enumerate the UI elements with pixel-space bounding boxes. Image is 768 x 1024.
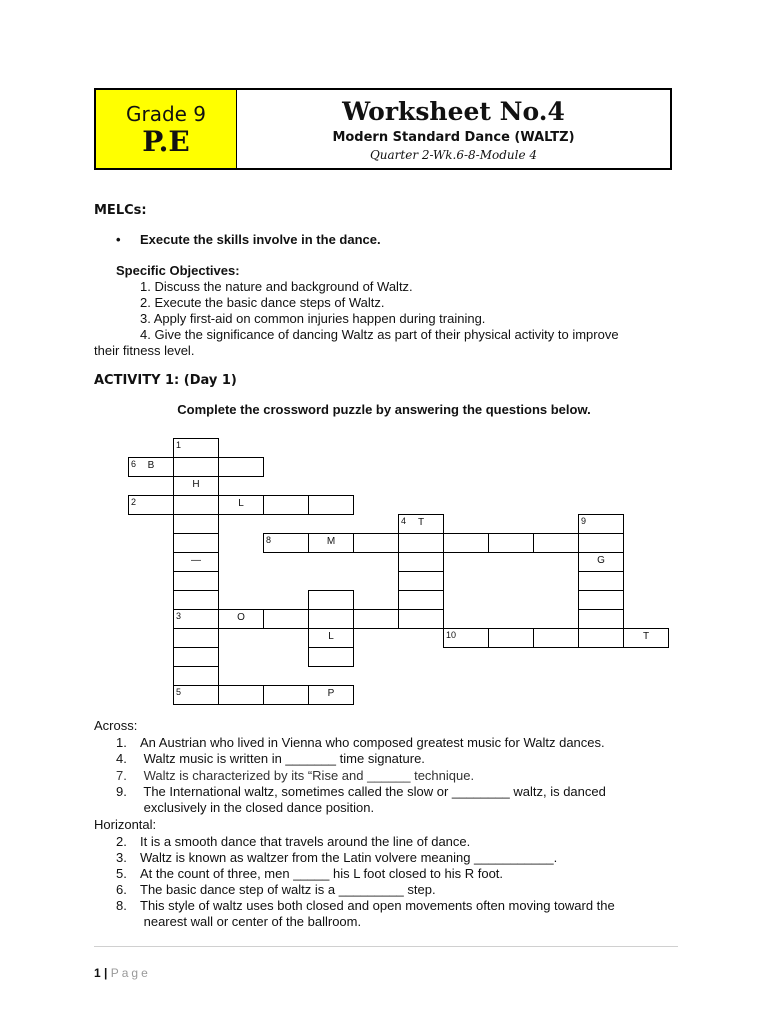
horizontal-heading: Horizontal: xyxy=(94,817,157,832)
crossword-cell[interactable] xyxy=(218,495,264,515)
activity-heading: ACTIVITY 1: (Day 1) xyxy=(94,373,237,388)
crossword-cell[interactable] xyxy=(218,685,264,705)
subject-label: P.E xyxy=(142,125,190,158)
objective-3: 3. Apply first-aid on common injuries happen during training. xyxy=(140,311,486,326)
crossword-clue-number: 1 xyxy=(176,440,182,450)
melcs-heading: MELCs: xyxy=(94,203,147,218)
crossword-cell[interactable] xyxy=(623,628,669,648)
horizontal-clue: 6. The basic dance step of waltz is a _________ step. xyxy=(116,882,436,897)
crossword-cell[interactable] xyxy=(308,647,354,667)
across-clue: 4. Waltz music is written in _______ time signature. xyxy=(116,751,425,766)
crossword-letter: G xyxy=(597,555,605,566)
crossword-cell[interactable] xyxy=(398,552,444,572)
bullet-icon: • xyxy=(116,232,121,247)
across-clue: 7. Waltz is characterized by its “Rise and ______ technique. xyxy=(116,768,475,783)
crossword-cell[interactable] xyxy=(578,571,624,591)
across-clue: 1. An Austrian who lived in Vienna who composed greatest music for Waltz dances. xyxy=(116,735,605,750)
crossword-clue-number: 4 xyxy=(401,516,407,526)
crossword-cell[interactable] xyxy=(173,457,219,477)
activity-instruction: Complete the crossword puzzle by answering the questions below. xyxy=(177,402,591,417)
crossword-cell[interactable] xyxy=(488,533,534,553)
crossword-letter: P xyxy=(327,688,335,699)
crossword-cell[interactable] xyxy=(398,571,444,591)
crossword-clue-number: 5 xyxy=(176,687,182,697)
crossword-cell[interactable] xyxy=(173,476,219,496)
across-clue-continued: exclusively in the closed dance position. xyxy=(140,800,375,815)
across-heading: Across: xyxy=(94,718,138,733)
crossword-cell[interactable] xyxy=(398,590,444,610)
crossword-cell[interactable] xyxy=(308,628,354,648)
crossword-cell[interactable] xyxy=(173,514,219,534)
crossword-cell[interactable] xyxy=(578,628,624,648)
crossword-cell[interactable] xyxy=(263,609,309,629)
crossword-cell[interactable] xyxy=(173,438,219,458)
crossword-cell[interactable] xyxy=(173,590,219,610)
crossword-cell[interactable] xyxy=(578,609,624,629)
crossword-cell[interactable] xyxy=(398,514,444,534)
crossword-cell[interactable] xyxy=(173,628,219,648)
crossword-cell[interactable] xyxy=(443,533,489,553)
footer-divider xyxy=(94,946,678,947)
specific-objectives-heading: Specific Objectives: xyxy=(116,263,240,278)
crossword-cell[interactable] xyxy=(533,628,579,648)
crossword-cell[interactable] xyxy=(353,533,399,553)
crossword-cell[interactable] xyxy=(218,457,264,477)
objective-2: 2. Execute the basic dance steps of Waltz. xyxy=(140,295,385,310)
crossword-cell[interactable] xyxy=(128,457,174,477)
crossword-cell[interactable] xyxy=(308,609,354,629)
horizontal-clue-continued: nearest wall or center of the ballroom. xyxy=(140,914,362,929)
crossword-cell[interactable] xyxy=(578,514,624,534)
crossword-letter: — xyxy=(191,555,201,566)
crossword-letter: T xyxy=(642,631,650,642)
crossword-letter: L xyxy=(328,631,334,642)
horizontal-clue: 3. Waltz is known as waltzer from the Latin volvere meaning ___________. xyxy=(116,850,558,865)
horizontal-clue: 8. This style of waltz uses both closed and open movements often moving toward the xyxy=(116,898,615,913)
crossword-clue-number: 6 xyxy=(131,459,137,469)
across-clue: 9. The International waltz, sometimes called the slow or ________ waltz, is danced xyxy=(116,784,606,799)
crossword-cell[interactable] xyxy=(173,666,219,686)
crossword-clue-number: 8 xyxy=(266,535,272,545)
crossword-cell[interactable] xyxy=(308,533,354,553)
crossword-cell[interactable] xyxy=(353,609,399,629)
crossword-cell[interactable] xyxy=(398,609,444,629)
crossword-cell[interactable] xyxy=(173,571,219,591)
objective-1: 1. Discuss the nature and background of Waltz. xyxy=(140,279,413,294)
crossword-cell[interactable] xyxy=(488,628,534,648)
horizontal-clue: 5. At the count of three, men _____ his L foot closed to his R foot. xyxy=(116,866,504,881)
crossword-cell[interactable] xyxy=(218,609,264,629)
page-word: Page xyxy=(110,966,151,980)
objective-4: 4. Give the significance of dancing Waltz as part of their physical activity to improve xyxy=(140,327,619,342)
crossword-letter: O xyxy=(237,612,245,623)
crossword-cell[interactable] xyxy=(308,495,354,515)
crossword-cell[interactable] xyxy=(173,533,219,553)
crossword-cell[interactable] xyxy=(578,552,624,572)
worksheet-subtitle: Modern Standard Dance (WALTZ) xyxy=(332,129,575,145)
crossword-cell[interactable] xyxy=(173,647,219,667)
crossword-letter: L xyxy=(238,498,244,509)
crossword-cell[interactable] xyxy=(578,590,624,610)
crossword-letter: B xyxy=(147,460,155,471)
crossword-cell[interactable] xyxy=(533,533,579,553)
crossword-cell[interactable] xyxy=(173,609,219,629)
title-panel xyxy=(237,90,670,168)
crossword-letter: M xyxy=(326,536,336,547)
page-number: 1 xyxy=(94,966,101,980)
crossword-cell[interactable] xyxy=(398,533,444,553)
crossword-cell[interactable] xyxy=(263,685,309,705)
crossword-clue-number: 3 xyxy=(176,611,182,621)
grade-panel xyxy=(96,90,237,168)
crossword-clue-number: 2 xyxy=(131,497,137,507)
crossword-cell[interactable] xyxy=(443,628,489,648)
page-separator: | xyxy=(104,966,108,980)
melcs-bullet-text: Execute the skills involve in the dance. xyxy=(140,232,381,247)
crossword-cell[interactable] xyxy=(263,495,309,515)
crossword-cell[interactable] xyxy=(173,495,219,515)
horizontal-clue: 2. It is a smooth dance that travels around the line of dance. xyxy=(116,834,471,849)
crossword-clue-number: 9 xyxy=(581,516,587,526)
crossword-clue-number: 10 xyxy=(446,630,457,640)
crossword-cell[interactable] xyxy=(173,685,219,705)
crossword-cell[interactable] xyxy=(308,590,354,610)
worksheet-header xyxy=(94,88,672,170)
worksheet-title: Worksheet No.4 xyxy=(342,96,565,126)
grade-label: Grade 9 xyxy=(125,102,207,126)
melcs-bullet xyxy=(116,232,381,247)
crossword-cell[interactable] xyxy=(128,495,174,515)
crossword-cell[interactable] xyxy=(263,533,309,553)
page-footer xyxy=(94,966,151,980)
crossword-letter: T xyxy=(417,517,425,528)
crossword-cell[interactable] xyxy=(578,533,624,553)
crossword-cell[interactable] xyxy=(308,685,354,705)
crossword-cell[interactable] xyxy=(173,552,219,572)
objective-4-continued: their fitness level. xyxy=(94,343,195,358)
worksheet-quarter: Quarter 2-Wk.6-8-Module 4 xyxy=(369,147,538,162)
crossword-letter: H xyxy=(192,479,200,490)
